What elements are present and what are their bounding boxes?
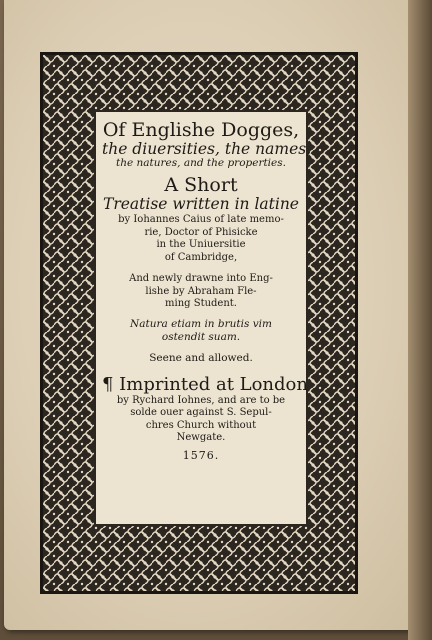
printer-line-4: Newgate. — [176, 432, 226, 444]
title-text-panel — [96, 112, 312, 524]
author-line-2: rie, Doctor of Phisicke — [144, 226, 258, 238]
motto-line-1: Natura etiam in brutis vim — [130, 317, 272, 330]
printer-line-3: chres Church without — [145, 419, 257, 431]
author-line-3: in the Uniuersitie — [156, 239, 246, 251]
imprint-line: ¶ Imprinted at London — [102, 373, 308, 395]
printer-line-1: by Rychard Iohnes, and are to be — [116, 394, 286, 406]
author-line-4: of Cambridge, — [164, 251, 238, 263]
year-line: 1576. — [182, 448, 220, 462]
printer-line-2: solde ouer against S. Sepul- — [130, 407, 272, 419]
title-line-3: the natures, and the properties. — [116, 156, 286, 169]
translator-line-1: And newly drawne into Eng- — [129, 273, 273, 285]
license-line: Seene and allowed. — [149, 352, 253, 365]
subtitle-line-1: A Short — [164, 174, 238, 197]
translator-line-3: ming Student. — [165, 298, 237, 310]
page-edge — [408, 0, 432, 640]
title-line-1: Of Englishe Dogges, — [102, 119, 300, 141]
author-line-1: by Iohannes Caius of late memo- — [118, 214, 284, 226]
subtitle-line-2: Treatise written in latine — [103, 195, 299, 214]
translator-line-2: lishe by Abraham Fle- — [145, 285, 257, 297]
motto-line-2: ostendit suam. — [161, 331, 241, 344]
title-line-2: the diuersities, the names, — [102, 139, 312, 158]
